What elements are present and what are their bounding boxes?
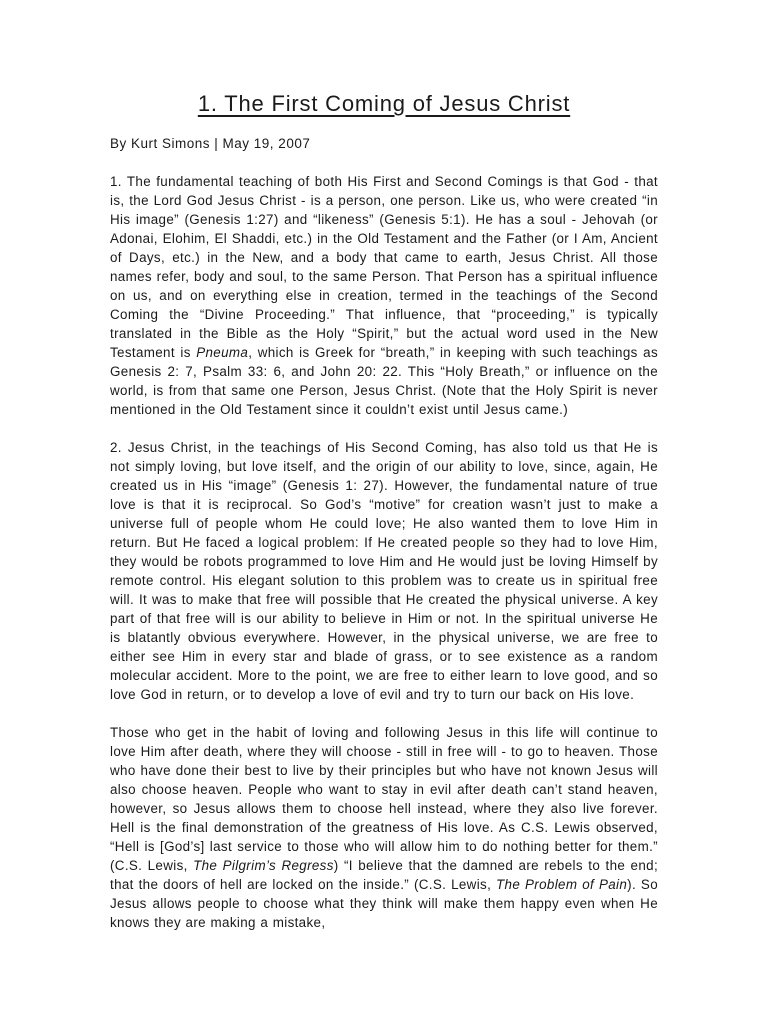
paragraph-3-text-c: ). So Jesus allows people to choose what they think will make them happy even when He knows they are making a mistake, xyxy=(110,877,658,930)
paragraph-3-text-b: ) “I believe that the damned are rebels to the end; that the doors of hell are locked on the inside.” (C.S. Lewis, xyxy=(110,858,659,892)
paragraph-1-emphasis: Pneuma xyxy=(196,345,249,360)
document-body xyxy=(110,172,658,932)
paragraph-3-text-a: Those who get in the habit of loving and following Jesus in this life will continue to love Him after death, where they will choose - still in free will - to go to heaven. Those who have done their best to live by their principles but who have not known Jesus will also choose heaven. People who want to stay in evil after death can’t stand heaven, however, so Jesus allows them to choose hell instead, where they also live forever. Hell is the final demonstration of the greatness of His love. As C.S. Lewis observed, “Hell is [God’s] last service to those who will allow him to do nothing better for them.” (C.S. Lewis, xyxy=(110,725,658,873)
paragraph-3 xyxy=(110,723,658,932)
paragraph-3-emphasis-2: The Problem of Pain xyxy=(496,877,628,892)
paragraph-1-text-a: 1. The fundamental teaching of both His First and Second Comings is that God - that is, the Lord God Jesus Christ - is a person, one person. Like us, who were created “in His image” (Genesis 1:27) and “likeness” (Genesis 5:1). He has a soul - Jehovah (or Adonai, Elohim, El Shaddi, etc.) in the Old Testament and the Father (or I Am, Ancient of Days, etc.) in the New, and a body that came to earth, Jesus Christ. All those names refer, body and soul, to the same Person. That Person has a spiritual influence on us, and on everything else in creation, termed in the teachings of the Second Coming the “Divine Proceeding.” That influence, that “proceeding,” is typically translated in the Bible as the Holy “Spirit,” but the actual word used in the New Testament is xyxy=(110,174,658,360)
paragraph-2: 2. Jesus Christ, in the teachings of His Second Coming, has also told us that He is not simply loving, but love itself, and the origin of our ability to love, since, again, He created us in His “image” (Genesis 1: 27). However, the fundamental nature of true love is that it is reciprocal. So God’s “motive” for creation wasn’t just to make a universe full of people whom He could love; He also wanted them to love Him in return. But He faced a logical problem: If He created people so they had to love Him, they would be robots programmed to love Him and He would just be loving Himself by remote control. His elegant solution to this problem was to create us in spiritual free will. It was to make that free will possible that He created the physical universe. A key part of that free will is our ability to believe in Him or not. In the spiritual universe He is blatantly obvious everywhere. However, in the physical universe, we are free to either see Him in every star and blade of grass, or to see existence as a random molecular accident. More to the point, we are free to either learn to love good, and so love God in return, or to develop a love of evil and try to turn our back on His love. xyxy=(110,440,658,702)
document-title: 1. The First Coming of Jesus Christ xyxy=(197,91,571,116)
byline: By Kurt Simons | May 19, 2007 xyxy=(110,136,311,151)
paragraph-1 xyxy=(110,172,658,419)
paragraph-1-text-b: , which is Greek for “breath,” in keeping with such teachings as Genesis 2: 7, Psalm 33: 6, and John 20: 22. This “Holy Breath,” or influence on the world, is from that same one Person, Jesus Christ. (Note that the Holy Spirit is never mentioned in the Old Testament since it couldn’t exist until Jesus came.) xyxy=(110,345,658,417)
paragraph-3-emphasis-1: The Pilgrim’s Regress xyxy=(193,858,334,873)
